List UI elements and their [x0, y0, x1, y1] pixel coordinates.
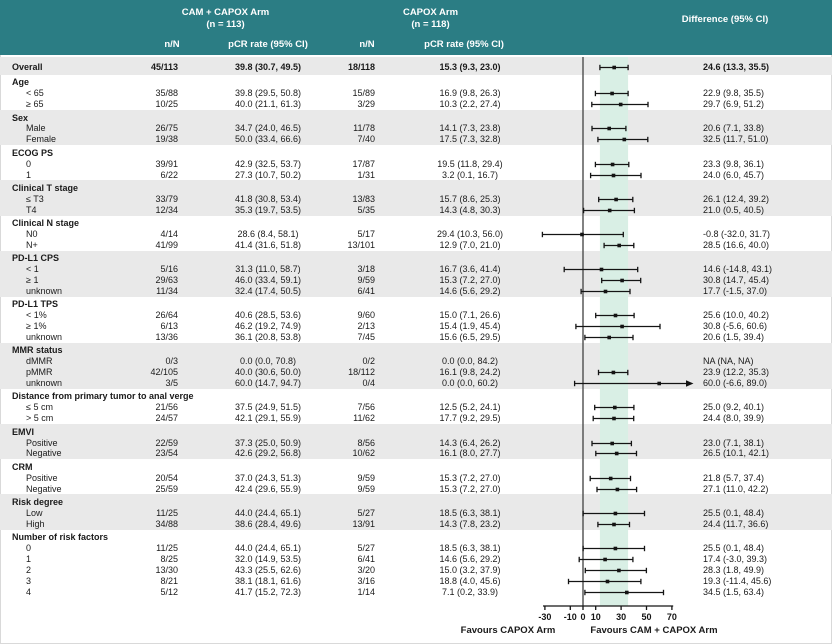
cam-capox-nn: 34/88 — [155, 518, 178, 529]
subgroup-header-row — [0, 299, 832, 310]
subgroup-name: Clinical T stage — [12, 182, 79, 193]
difference-value: 17.7 (-1.5, 37.0) — [703, 285, 768, 296]
capox-nn: 6/41 — [357, 285, 375, 296]
x-axis-tick-label: 50 — [641, 612, 652, 622]
cam-capox-nn: 11/34 — [156, 285, 178, 296]
cam-capox-pcr: 32.4 (17.4, 50.5) — [234, 285, 302, 296]
cam-capox-pcr: 44.0 (24.4, 65.1) — [234, 543, 302, 554]
subgroup-label: Negative — [26, 448, 62, 459]
arm2-nn-column-header: n/N — [359, 39, 375, 50]
subgroup-row — [0, 194, 832, 205]
subgroup-block — [0, 180, 832, 215]
capox-nn: 9/59 — [357, 275, 375, 286]
difference-value: 24.6 (13.3, 35.5) — [703, 62, 770, 72]
table-body — [0, 57, 832, 597]
x-axis — [538, 606, 677, 622]
subgroup-row — [0, 332, 832, 343]
capox-pcr: 16.9 (9.8, 26.3) — [439, 88, 501, 99]
subgroup-header-row — [0, 148, 832, 159]
subgroup-name: PD-L1 CPS — [12, 253, 60, 264]
subgroup-name: Distance from primary tumor to anal verge — [12, 391, 194, 402]
subgroup-label: Positive — [26, 437, 58, 448]
cam-capox-pcr: 35.3 (19.7, 53.5) — [234, 204, 302, 215]
subgroup-label: < 1% — [26, 310, 47, 321]
subgroup-label: 0 — [26, 158, 32, 169]
cam-capox-nn: 41/99 — [155, 239, 178, 250]
capox-nn: 5/27 — [357, 507, 375, 518]
difference-value: 25.6 (10.0, 40.2) — [703, 310, 770, 321]
cam-capox-pcr: 40.0 (21.1, 61.3) — [234, 99, 302, 110]
difference-value: 20.6 (7.1, 33.8) — [703, 123, 765, 134]
cam-capox-nn: 11/25 — [156, 543, 178, 554]
capox-nn: 17/87 — [352, 158, 375, 169]
cam-capox-nn: 6/13 — [160, 321, 178, 332]
capox-pcr: 18.8 (4.0, 45.6) — [439, 575, 501, 586]
subgroup-header-row — [0, 253, 832, 264]
capox-pcr: 17.7 (9.2, 29.5) — [439, 413, 501, 424]
subgroup-label: unknown — [26, 285, 63, 296]
capox-pcr: 0.0 (0.0, 60.2) — [441, 378, 499, 389]
cam-capox-pcr: 40.0 (30.6, 50.0) — [234, 367, 302, 378]
capox-pcr: 0.0 (0.0, 84.2) — [441, 356, 499, 367]
cam-capox-nn: 22/59 — [155, 437, 178, 448]
subgroup-label: pMMR — [26, 367, 53, 378]
x-axis-tick-label: 10 — [590, 612, 601, 622]
subgroup-label: ≤ T3 — [26, 193, 44, 204]
capox-nn: 0/4 — [362, 378, 375, 389]
difference-value: 19.3 (-11.4, 45.6) — [703, 575, 772, 586]
subgroup-row — [0, 205, 832, 216]
subgroup-name: Clinical N stage — [12, 218, 80, 229]
arm1-nn-column-header: n/N — [164, 39, 180, 50]
subgroup-name: Sex — [12, 112, 29, 123]
cam-capox-nn: 29/63 — [155, 275, 178, 286]
capox-pcr: 14.3 (6.4, 26.2) — [439, 437, 501, 448]
difference-value: 32.5 (11.7, 51.0) — [703, 134, 769, 145]
capox-nn: 1/31 — [357, 169, 375, 180]
capox-nn: 8/56 — [357, 437, 375, 448]
subgroup-label: 3 — [26, 575, 32, 586]
cam-capox-nn: 23/54 — [155, 448, 178, 459]
difference-value: 30.8 (14.7, 45.4) — [703, 275, 770, 286]
subgroup-label: Male — [26, 123, 46, 134]
difference-column-header: Difference (95% CI) — [681, 14, 769, 25]
capox-pcr: 14.6 (5.6, 29.2) — [439, 553, 501, 564]
subgroup-header-row — [0, 218, 832, 229]
difference-value: 34.5 (1.5, 63.4) — [703, 586, 765, 597]
difference-value: 24.0 (6.0, 45.7) — [703, 169, 765, 180]
cam-capox-pcr: 38.1 (18.1, 61.6) — [234, 575, 302, 586]
subgroup-name: MMR status — [12, 345, 63, 356]
cam-capox-pcr: 60.0 (14.7, 94.7) — [234, 378, 302, 389]
capox-pcr: 15.7 (8.6, 25.3) — [439, 193, 501, 204]
subgroup-header-row — [0, 391, 832, 402]
subgroup-label: unknown — [26, 378, 63, 389]
subgroup-label: 1 — [26, 553, 32, 564]
capox-nn: 13/83 — [352, 193, 375, 204]
capox-pcr: 12.9 (7.0, 21.0) — [439, 239, 501, 250]
subgroup-name: CRM — [12, 461, 33, 472]
subgroup-block — [0, 530, 832, 598]
cam-capox-nn: 13/36 — [155, 331, 178, 342]
table-header — [0, 0, 832, 55]
capox-nn: 3/20 — [357, 564, 375, 575]
cam-capox-pcr: 46.0 (33.4, 59.1) — [234, 275, 302, 286]
cam-capox-pcr: 31.3 (11.0, 58.7) — [235, 264, 301, 275]
cam-capox-nn: 45/113 — [150, 62, 178, 72]
subgroup-block — [0, 145, 832, 180]
cam-capox-pcr: 28.6 (8.4, 58.1) — [237, 228, 299, 239]
difference-value: 25.0 (9.2, 40.1) — [703, 402, 765, 413]
subgroup-label: < 1 — [26, 264, 39, 275]
capox-pcr: 15.3 (7.2, 27.0) — [439, 472, 501, 483]
capox-nn: 18/112 — [348, 367, 375, 378]
cam-capox-pcr: 42.4 (29.6, 55.9) — [234, 483, 302, 494]
arm2-title: CAPOX Arm — [402, 7, 459, 18]
subgroup-row — [0, 321, 832, 332]
subgroup-header-row — [0, 113, 832, 124]
subgroup-row — [0, 473, 832, 484]
subgroup-label: < 65 — [26, 88, 44, 99]
subgroup-row — [0, 484, 832, 495]
cam-capox-nn: 3/5 — [165, 378, 178, 389]
capox-nn: 5/27 — [357, 543, 375, 554]
cam-capox-pcr: 27.3 (10.7, 50.2) — [234, 169, 302, 180]
capox-pcr: 19.5 (11.8, 29.4) — [437, 158, 503, 169]
capox-nn: 13/91 — [352, 518, 375, 529]
capox-nn: 11/62 — [353, 413, 375, 424]
subgroup-label: 0 — [26, 543, 32, 554]
cam-capox-pcr: 0.0 (0.0, 70.8) — [239, 356, 297, 367]
capox-pcr: 3.2 (0.1, 16.7) — [441, 169, 499, 180]
subgroup-row — [0, 134, 832, 145]
capox-pcr: 15.0 (3.2, 37.9) — [439, 564, 501, 575]
subgroup-name: PD-L1 TPS — [12, 299, 59, 310]
subgroup-header-row — [0, 77, 832, 88]
cam-capox-pcr: 37.0 (24.3, 51.3) — [234, 472, 302, 483]
cam-capox-nn: 19/38 — [155, 134, 178, 145]
subgroup-row — [0, 229, 832, 240]
subgroup-label: ≥ 65 — [26, 99, 44, 110]
cam-capox-nn: 33/79 — [155, 193, 178, 204]
cam-capox-nn: 11/25 — [156, 507, 178, 518]
cam-capox-nn: 12/34 — [155, 204, 178, 215]
capox-pcr: 16.7 (3.6, 41.4) — [439, 264, 501, 275]
subgroup-row — [0, 240, 832, 251]
subgroup-block — [0, 297, 832, 343]
capox-pcr: 14.1 (7.3, 23.8) — [439, 123, 501, 134]
subgroup-label: ≥ 1 — [26, 275, 39, 286]
difference-value: NA (NA, NA) — [703, 356, 754, 367]
arm2-pcr-column-header: pCR rate (95% CI) — [424, 39, 504, 50]
cam-capox-nn: 35/88 — [155, 88, 178, 99]
cam-capox-pcr: 50.0 (33.4, 66.6) — [234, 134, 302, 145]
capox-pcr: 18.5 (6.3, 38.1) — [439, 507, 501, 518]
subgroup-block — [0, 424, 832, 459]
subgroup-row — [0, 286, 832, 297]
subgroup-block — [0, 389, 832, 424]
subgroup-row — [0, 275, 832, 286]
capox-nn: 9/59 — [357, 472, 375, 483]
capox-nn: 0/2 — [362, 356, 375, 367]
cam-capox-nn: 8/21 — [160, 575, 178, 586]
subgroup-header-row — [0, 345, 832, 356]
capox-pcr: 18.5 (6.3, 38.1) — [439, 543, 501, 554]
subgroup-label: Positive — [26, 472, 58, 483]
subgroup-label: High — [26, 518, 45, 529]
subgroup-block — [0, 459, 832, 494]
subgroup-label: > 5 cm — [26, 413, 54, 424]
cam-capox-pcr: 34.7 (24.0, 46.5) — [234, 123, 302, 134]
difference-value: 23.3 (9.8, 36.1) — [703, 158, 765, 169]
subgroup-label: Female — [26, 134, 57, 145]
subgroup-row — [0, 88, 832, 99]
cam-capox-pcr: 36.1 (20.8, 53.8) — [234, 331, 302, 342]
capox-nn: 5/17 — [357, 228, 375, 239]
difference-value: 30.8 (-5.6, 60.6) — [703, 321, 768, 332]
difference-value: -0.8 (-32.0, 31.7) — [703, 228, 771, 239]
capox-pcr: 14.3 (7.8, 23.2) — [439, 518, 501, 529]
subgroup-header-row — [0, 462, 832, 473]
subgroup-row — [0, 356, 832, 367]
subgroup-block — [0, 75, 832, 110]
subgroup-label: T4 — [26, 204, 37, 215]
cam-capox-pcr: 44.0 (24.4, 65.1) — [234, 507, 302, 518]
capox-nn: 15/89 — [352, 88, 375, 99]
x-axis-tick-label: 30 — [616, 612, 627, 622]
subgroup-block — [0, 57, 832, 75]
capox-nn: 1/14 — [357, 586, 375, 597]
subgroup-block — [0, 494, 832, 529]
subgroup-row — [0, 565, 832, 576]
difference-value: 20.6 (1.5, 39.4) — [703, 331, 765, 342]
subgroup-row — [0, 99, 832, 110]
x-axis-tick-label: 0 — [580, 612, 586, 622]
subgroup-name: ECOG PS — [12, 147, 54, 158]
difference-value: 24.4 (11.7, 36.6) — [703, 518, 769, 529]
cam-capox-nn: 20/54 — [155, 472, 178, 483]
favours-left-label: Favours CAPOX Arm — [460, 625, 556, 636]
capox-nn: 11/78 — [353, 123, 375, 134]
subgroup-label: Negative — [26, 483, 62, 494]
subgroup-block — [0, 343, 832, 389]
capox-nn: 13/101 — [347, 239, 375, 250]
subgroup-row — [0, 554, 832, 565]
subgroup-label: 2 — [26, 564, 32, 575]
subgroup-row — [0, 62, 832, 73]
favours-right-label: Favours CAM + CAPOX Arm — [590, 625, 718, 636]
subgroup-row — [0, 576, 832, 587]
difference-value: 28.3 (1.8, 49.9) — [703, 564, 765, 575]
cam-capox-nn: 6/22 — [160, 169, 178, 180]
capox-pcr: 15.3 (7.2, 27.0) — [439, 275, 501, 286]
subgroup-header-row — [0, 183, 832, 194]
cam-capox-pcr: 41.4 (31.6, 51.8) — [234, 239, 302, 250]
subgroup-row — [0, 264, 832, 275]
subgroup-label: ≤ 5 cm — [26, 402, 53, 413]
subgroup-label: dMMR — [26, 356, 53, 367]
x-axis-tick-label: 70 — [666, 612, 677, 622]
subgroup-header-row — [0, 532, 832, 543]
subgroup-row — [0, 367, 832, 378]
capox-pcr: 16.1 (9.8, 24.2) — [439, 367, 501, 378]
subgroup-row — [0, 402, 832, 413]
subgroup-row — [0, 159, 832, 170]
cam-capox-nn: 0/3 — [165, 356, 178, 367]
difference-value: 26.5 (10.1, 42.1) — [703, 448, 770, 459]
cam-capox-pcr: 41.8 (30.8, 53.4) — [234, 193, 302, 204]
subgroup-label: N0 — [26, 228, 38, 239]
arm2-n: (n = 118) — [411, 19, 450, 30]
subgroup-name: EMVI — [12, 426, 35, 437]
capox-nn: 3/29 — [357, 99, 375, 110]
capox-pcr: 29.4 (10.3, 56.0) — [436, 228, 504, 239]
difference-value: 21.0 (0.5, 40.5) — [703, 204, 765, 215]
capox-nn: 5/35 — [357, 204, 375, 215]
cam-capox-pcr: 37.3 (25.0, 50.9) — [234, 437, 302, 448]
capox-nn: 2/13 — [357, 321, 375, 332]
cam-capox-nn: 21/56 — [155, 402, 178, 413]
cam-capox-nn: 26/75 — [155, 123, 178, 134]
difference-value: 21.8 (5.7, 37.4) — [703, 472, 765, 483]
subgroup-row — [0, 448, 832, 459]
capox-pcr: 15.0 (7.1, 26.6) — [439, 310, 501, 321]
cam-capox-pcr: 42.9 (32.5, 53.7) — [234, 158, 302, 169]
difference-value: 60.0 (-6.6, 89.0) — [703, 378, 768, 389]
cam-capox-pcr: 32.0 (14.9, 53.5) — [234, 553, 302, 564]
cam-capox-pcr: 42.6 (29.2, 56.8) — [234, 448, 302, 459]
arm1-title: CAM + CAPOX Arm — [181, 7, 270, 18]
capox-pcr: 15.4 (1.9, 45.4) — [439, 321, 501, 332]
capox-pcr: 16.1 (8.0, 27.7) — [439, 448, 501, 459]
subgroup-row — [0, 123, 832, 134]
subgroup-block — [0, 110, 832, 145]
difference-value: 29.7 (6.9, 51.2) — [703, 99, 765, 110]
capox-nn: 7/45 — [357, 331, 375, 342]
capox-pcr: 15.6 (6.5, 29.5) — [439, 331, 501, 342]
cam-capox-nn: 4/14 — [160, 228, 178, 239]
capox-nn: 9/60 — [357, 310, 375, 321]
difference-value: 23.9 (12.2, 35.3) — [703, 367, 770, 378]
difference-value: 25.5 (0.1, 48.4) — [703, 543, 765, 554]
difference-value: 28.5 (16.6, 40.0) — [703, 239, 770, 250]
capox-pcr: 14.3 (4.8, 30.3) — [439, 204, 501, 215]
subgroup-label: Low — [26, 507, 43, 518]
subgroup-block — [0, 251, 832, 297]
subgroup-row — [0, 438, 832, 449]
difference-value: 17.4 (-3.0, 39.3) — [703, 553, 768, 564]
capox-pcr: 17.5 (7.3, 32.8) — [439, 134, 501, 145]
subgroup-row — [0, 587, 832, 598]
capox-nn: 3/18 — [357, 264, 375, 275]
subgroup-label: ≥ 1% — [26, 321, 47, 332]
subgroup-header-row — [0, 497, 832, 508]
cam-capox-nn: 25/59 — [155, 483, 178, 494]
difference-value: 25.5 (0.1, 48.4) — [703, 507, 765, 518]
subgroup-row — [0, 543, 832, 554]
subgroup-label: unknown — [26, 331, 63, 342]
capox-pcr: 15.3 (7.2, 27.0) — [439, 483, 501, 494]
cam-capox-nn: 13/30 — [155, 564, 178, 575]
cam-capox-nn: 39/91 — [155, 158, 178, 169]
subgroup-header-row — [0, 427, 832, 438]
cam-capox-nn: 5/12 — [160, 586, 178, 597]
capox-pcr: 15.3 (9.3, 23.0) — [439, 62, 501, 72]
cam-capox-nn: 26/64 — [155, 310, 178, 321]
capox-nn: 6/41 — [357, 553, 375, 564]
difference-value: 14.6 (-14.8, 43.1) — [703, 264, 773, 275]
capox-nn: 7/40 — [357, 134, 375, 145]
x-axis-tick-label: -10 — [563, 612, 577, 622]
subgroup-row — [0, 310, 832, 321]
capox-nn: 3/16 — [357, 575, 375, 586]
capox-nn: 10/62 — [352, 448, 375, 459]
capox-nn: 9/59 — [357, 483, 375, 494]
subgroup-row — [0, 413, 832, 424]
cam-capox-nn: 10/25 — [155, 99, 178, 110]
cam-capox-pcr: 39.8 (30.7, 49.5) — [234, 62, 302, 72]
subgroup-row — [0, 378, 832, 389]
cam-capox-nn: 42/105 — [150, 367, 178, 378]
capox-pcr: 7.1 (0.2, 33.9) — [441, 586, 499, 597]
subgroup-row — [0, 519, 832, 530]
capox-pcr: 10.3 (2.2, 27.4) — [439, 99, 501, 110]
cam-capox-nn: 5/16 — [160, 264, 178, 275]
subgroup-name: Risk degree — [12, 496, 64, 507]
cam-capox-pcr: 41.7 (15.2, 72.3) — [234, 586, 302, 597]
capox-pcr: 14.6 (5.6, 29.2) — [439, 285, 501, 296]
subgroup-name: Age — [12, 77, 30, 88]
arm1-n: (n = 113) — [206, 19, 245, 30]
cam-capox-nn: 8/25 — [160, 553, 178, 564]
subgroup-label: N+ — [26, 239, 38, 250]
subgroup-label: Overall — [12, 62, 43, 72]
cam-capox-pcr: 43.3 (25.5, 62.6) — [234, 564, 302, 575]
cam-capox-pcr: 46.2 (19.2, 74.9) — [234, 321, 302, 332]
difference-value: 22.9 (9.8, 35.5) — [703, 88, 765, 99]
x-axis-tick-label: -30 — [538, 612, 552, 622]
cam-capox-pcr: 37.5 (24.9, 51.5) — [234, 402, 302, 413]
difference-value: 23.0 (7.1, 38.1) — [703, 437, 765, 448]
cam-capox-nn: 24/57 — [155, 413, 178, 424]
subgroup-row — [0, 170, 832, 181]
capox-nn: 7/56 — [357, 402, 375, 413]
cam-capox-pcr: 39.8 (29.5, 50.8) — [234, 88, 302, 99]
capox-nn: 18/118 — [347, 62, 375, 72]
subgroup-row — [0, 508, 832, 519]
arm1-pcr-column-header: pCR rate (95% CI) — [228, 39, 308, 50]
capox-pcr: 12.5 (5.2, 24.1) — [439, 402, 501, 413]
difference-value: 24.4 (8.0, 39.9) — [703, 413, 765, 424]
subgroup-label: 1 — [26, 169, 32, 180]
difference-value: 27.1 (11.0, 42.2) — [703, 483, 769, 494]
difference-value: 26.1 (12.4, 39.2) — [703, 193, 770, 204]
subgroup-name: Number of risk factors — [12, 532, 109, 543]
cam-capox-pcr: 38.6 (28.4, 49.6) — [234, 518, 302, 529]
cam-capox-pcr: 42.1 (29.1, 55.9) — [234, 413, 302, 424]
subgroup-block — [0, 216, 832, 251]
cam-capox-pcr: 40.6 (28.5, 53.6) — [234, 310, 302, 321]
subgroup-label: 4 — [26, 586, 32, 597]
